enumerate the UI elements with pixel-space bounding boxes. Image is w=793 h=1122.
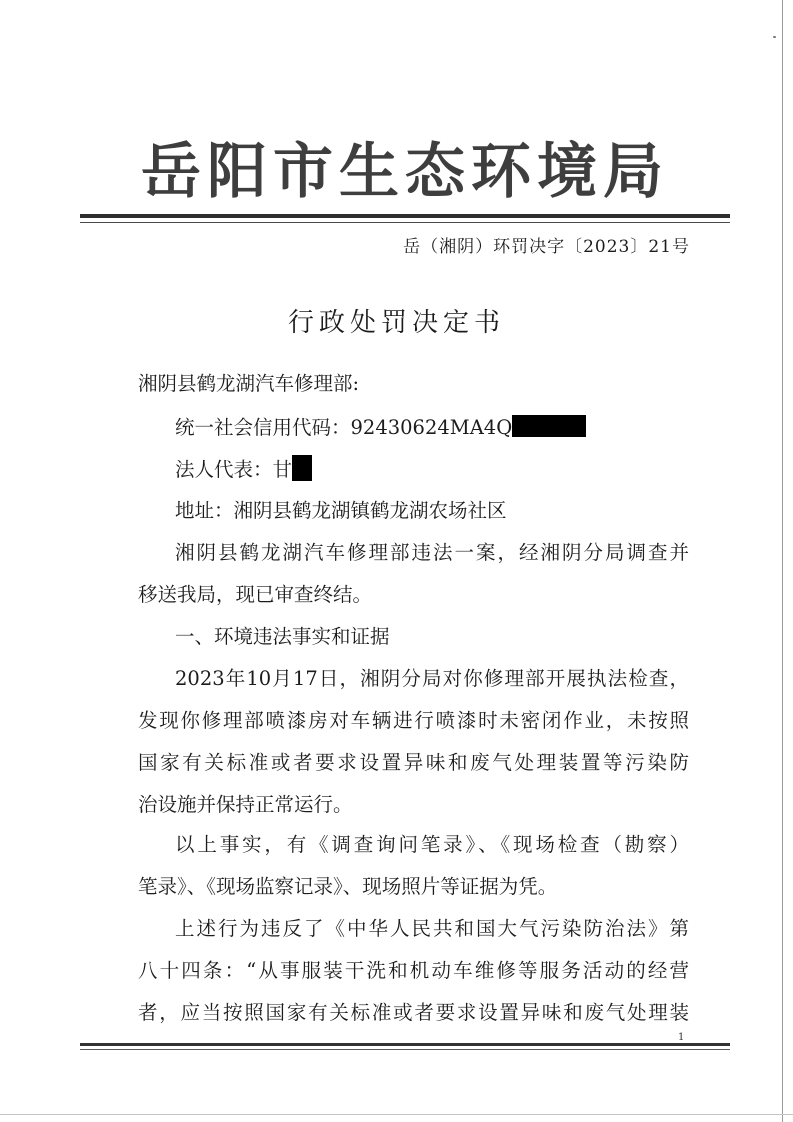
page-number: 1 <box>678 1032 685 1043</box>
paragraph-line: 者，应当按照国家有关标准或者要求设置异味和废气处理装 <box>138 1001 689 1024</box>
recipient-name: 湘阴县鹤龙湖汽车修理部: <box>138 372 360 395</box>
document-number: 岳（湘阴）环罚决字〔2023〕21号 <box>403 237 690 257</box>
page-edge-bottom <box>0 1114 793 1115</box>
legal-rep-text: 法人代表：甘 <box>175 458 293 481</box>
scan-speck <box>773 36 776 38</box>
paragraph-line: 治设施并保持正常运行。 <box>138 793 353 816</box>
credit-code-line <box>175 413 586 443</box>
section-heading: 一、环境违法事实和证据 <box>175 625 390 648</box>
redaction-block <box>292 455 312 481</box>
paragraph-line: 以上事实，有《调查询问笔录》、《现场检查（勘察） <box>175 833 689 856</box>
document-title: 行政处罚决定书 <box>287 308 505 338</box>
header-rule-thin <box>80 222 730 223</box>
paragraph-line: 国家有关标准或者要求设置异味和废气处理装置等污染防 <box>138 751 689 774</box>
paragraph-line: 笔录》、《现场监察记录》、现场照片等证据为凭。 <box>138 875 558 898</box>
paragraph-line: 2023年10月17日，湘阴分局对你修理部开展执法检查， <box>175 667 689 690</box>
credit-code-text: 统一社会信用代码：92430624MA4Q <box>175 416 513 439</box>
agency-masthead: 岳阳市生态环境局 <box>141 137 669 207</box>
paragraph-line: 湘阴县鹤龙湖汽车修理部违法一案，经湘阴分局调查并 <box>175 541 689 564</box>
redaction-block <box>512 415 586 437</box>
footer-rule-thin <box>80 1049 730 1050</box>
footer-rule-thick <box>80 1043 730 1046</box>
page-edge <box>782 0 783 1122</box>
header-rule-thick <box>80 214 730 218</box>
legal-rep-line <box>175 455 312 485</box>
paragraph-line: 上述行为违反了《中华人民共和国大气污染防治法》第 <box>175 917 689 940</box>
address-line: 地址：湘阴县鹤龙湖镇鹤龙湖农场社区 <box>175 499 507 522</box>
paragraph-line: 发现你修理部喷漆房对车辆进行喷漆时未密闭作业，未按照 <box>138 709 689 732</box>
paragraph-line: 八十四条：“从事服装干洗和机动车维修等服务活动的经营 <box>138 959 689 982</box>
paragraph-line: 移送我局，现已审查终结。 <box>138 583 373 606</box>
